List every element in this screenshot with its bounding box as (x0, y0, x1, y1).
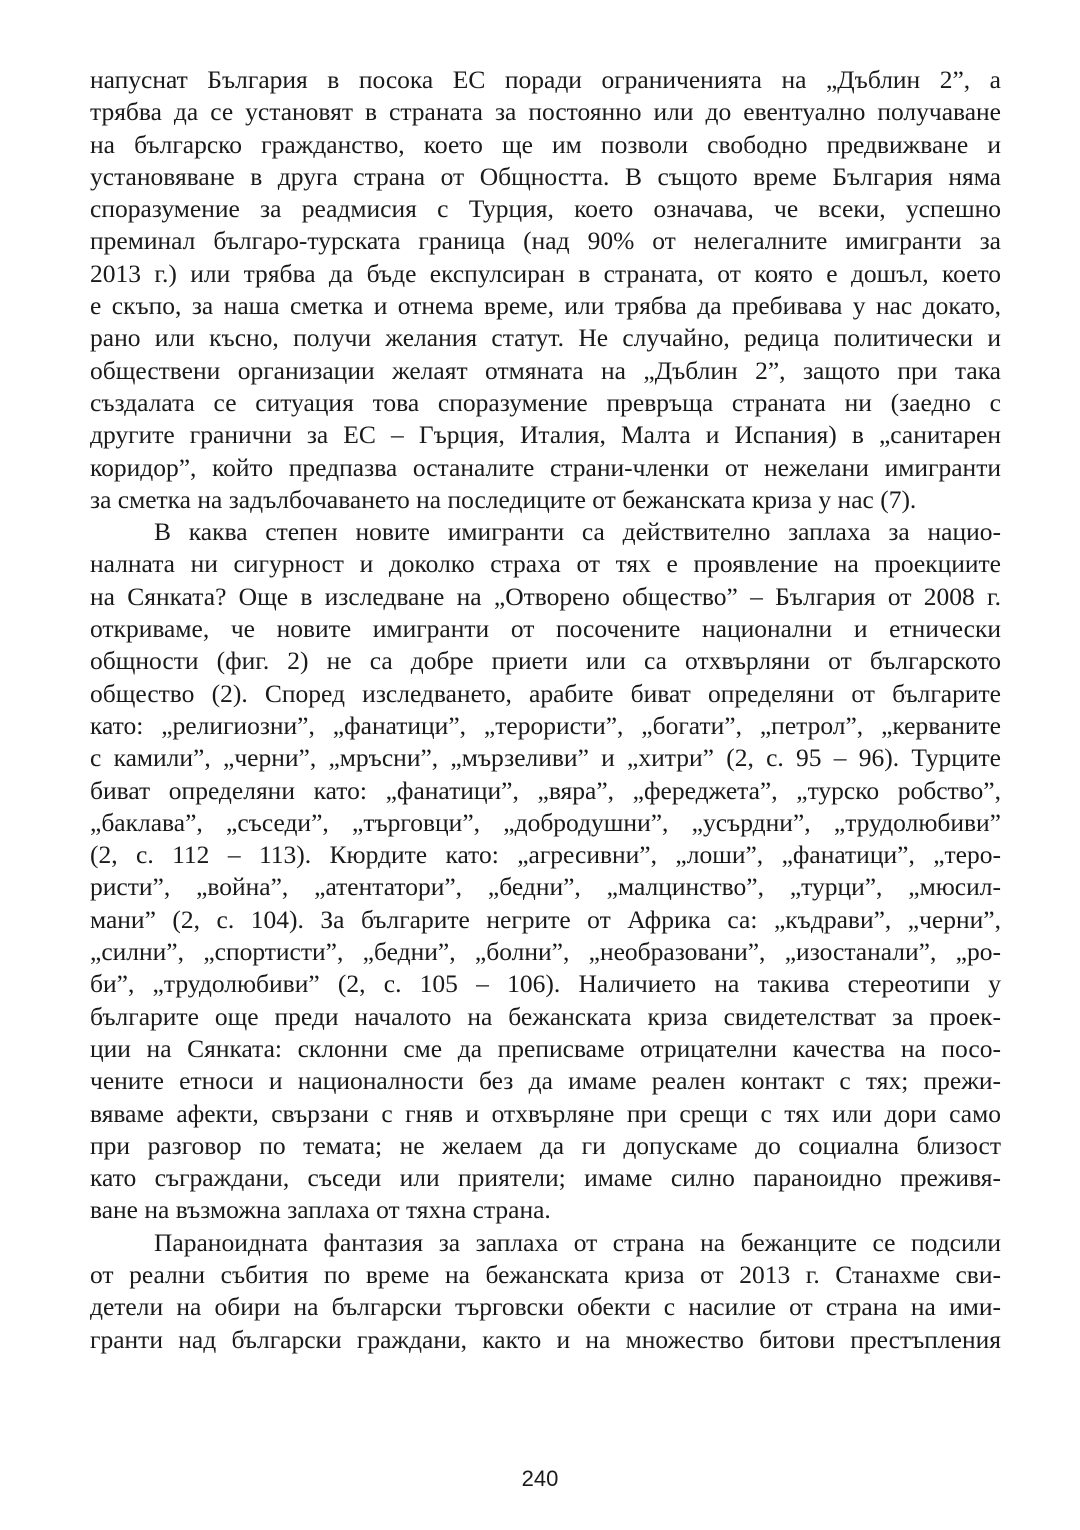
body-text (90, 64, 1001, 1356)
text-line: е скъпо, за наша сметка и отнема време, или трябва да пребивава у нас докато, (90, 291, 1001, 321)
text-line: мани” (2, с. 104). За българите негрите от Африка са: „къдрави”, „черни”, (90, 904, 1001, 934)
text-line: откриваме, че новите имигранти от посочените национални и етнически (90, 614, 1001, 644)
text-line: другите гранични за ЕС – Гърция, Италия, Малта и Испания) в „санитарен (90, 420, 1001, 450)
text-line: с камили”, „черни”, „мръсни”, „мързеливи” и „хитри” (2, с. 95 – 96). Турците (90, 743, 1001, 773)
text-line: ристи”, „война”, „атентатори”, „бедни”, „малцинство”, „турци”, „мюсил- (90, 872, 1001, 902)
text-line: коридор”, който предпазва останалите страни-членки от нежелани имигранти (90, 452, 1001, 482)
text-line: общество (2). Според изследването, арабите биват определяни от българите (90, 678, 1001, 708)
text-line: за сметка на задълбочаването на последиците от бежанската криза у нас (7). (90, 484, 917, 514)
text-line: създалата се ситуация това споразумение превръща страната ни (заедно с (90, 387, 1001, 417)
text-line: би”, „трудолюбиви” (2, с. 105 – 106). Наличието на такива стереотипи у (90, 969, 1001, 999)
text-line: вяваме афекти, свързани с гняв и отхвърляне при срещи с тях или дори само (90, 1098, 1001, 1128)
text-line: (2, с. 112 – 113). Кюрдите като: „агресивни”, „лоши”, „фанатици”, „теро- (90, 840, 1001, 870)
text-line: установяване в друга страна от Общността. В същото време България няма (90, 161, 1001, 191)
text-line: гранти над български граждани, както и на множество битови престъпления (90, 1324, 1001, 1354)
text-line: българите още преди началото на бежанската криза свидетелстват за проек- (90, 1001, 1001, 1031)
text-line: налната ни сигурност и доколко страха от тях е проявление на проекциите (90, 549, 1001, 579)
text-line: обществени организации желаят отмяната на „Дъблин 2”, защото при така (90, 355, 1001, 385)
text-line: на Сянката? Още в изследване на „Отворено общество” – България от 2008 г. (90, 581, 1001, 611)
text-line: детели на обири на български търговски обекти с насилие от страна на ими- (90, 1292, 1001, 1322)
text-line: като: „религиозни”, „фанатици”, „терористи”, „богати”, „петрол”, „керваните (90, 710, 1001, 740)
text-line: ции на Сянката: склонни сме да преписваме отрицателни качества на посо- (90, 1033, 1001, 1063)
text-line: чените етноси и националности без да имаме реален контакт с тях; прежи- (90, 1066, 1001, 1096)
text-line: „силни”, „спортисти”, „бедни”, „болни”, „необразовани”, „изостанали”, „ро- (90, 937, 1001, 967)
text-line: 2013 г.) или трябва да бъде експулсиран в страната, от която е дошъл, което (90, 258, 1001, 288)
text-line: общности (фиг. 2) не са добре приети или са отхвърляни от българското (90, 646, 1001, 676)
paragraph-start-line: Параноидната фантазия за заплаха от страна на бежанците се подсили (154, 1227, 1001, 1257)
text-line: ване на възможна заплаха от тяхна страна. (90, 1195, 551, 1225)
text-line: от реални събития по време на бежанската криза от 2013 г. Станахме сви- (90, 1259, 1001, 1289)
text-line: като съграждани, съседи или приятели; имаме силно параноидно преживя- (90, 1163, 1001, 1193)
text-line: напуснат България в посока ЕС поради ограниченията на „Дъблин 2”, а (90, 65, 1001, 94)
text-line: трябва да се установят в страната за постоянно или до евентуално получаване (90, 97, 1001, 127)
text-line: споразумение за реадмисия с Турция, което означава, че всеки, успешно (90, 194, 1001, 224)
text-line: на българско гражданство, което ще им позволи свободно предвижване и (90, 129, 1001, 159)
page-number: 240 (521, 1466, 559, 1491)
text-line: при разговор по темата; не желаем да ги допускаме до социална близост (90, 1130, 1001, 1160)
text-line: „баклава”, „съседи”, „търговци”, „добродушни”, „усърдни”, „трудолюбиви” (90, 807, 1001, 837)
text-line: преминал българо-турската граница (над 90% от нелегалните имигранти за (90, 226, 1001, 256)
text-line: биват определяни като: „фанатици”, „вяра”, „фереджета”, „турско робство”, (90, 775, 1001, 805)
paragraph-start-line: В каква степен новите имигранти са действително заплаха за нацио- (154, 517, 1001, 547)
text-line: рано или късно, получи желания статут. Не случайно, редица политически и (90, 323, 1001, 353)
